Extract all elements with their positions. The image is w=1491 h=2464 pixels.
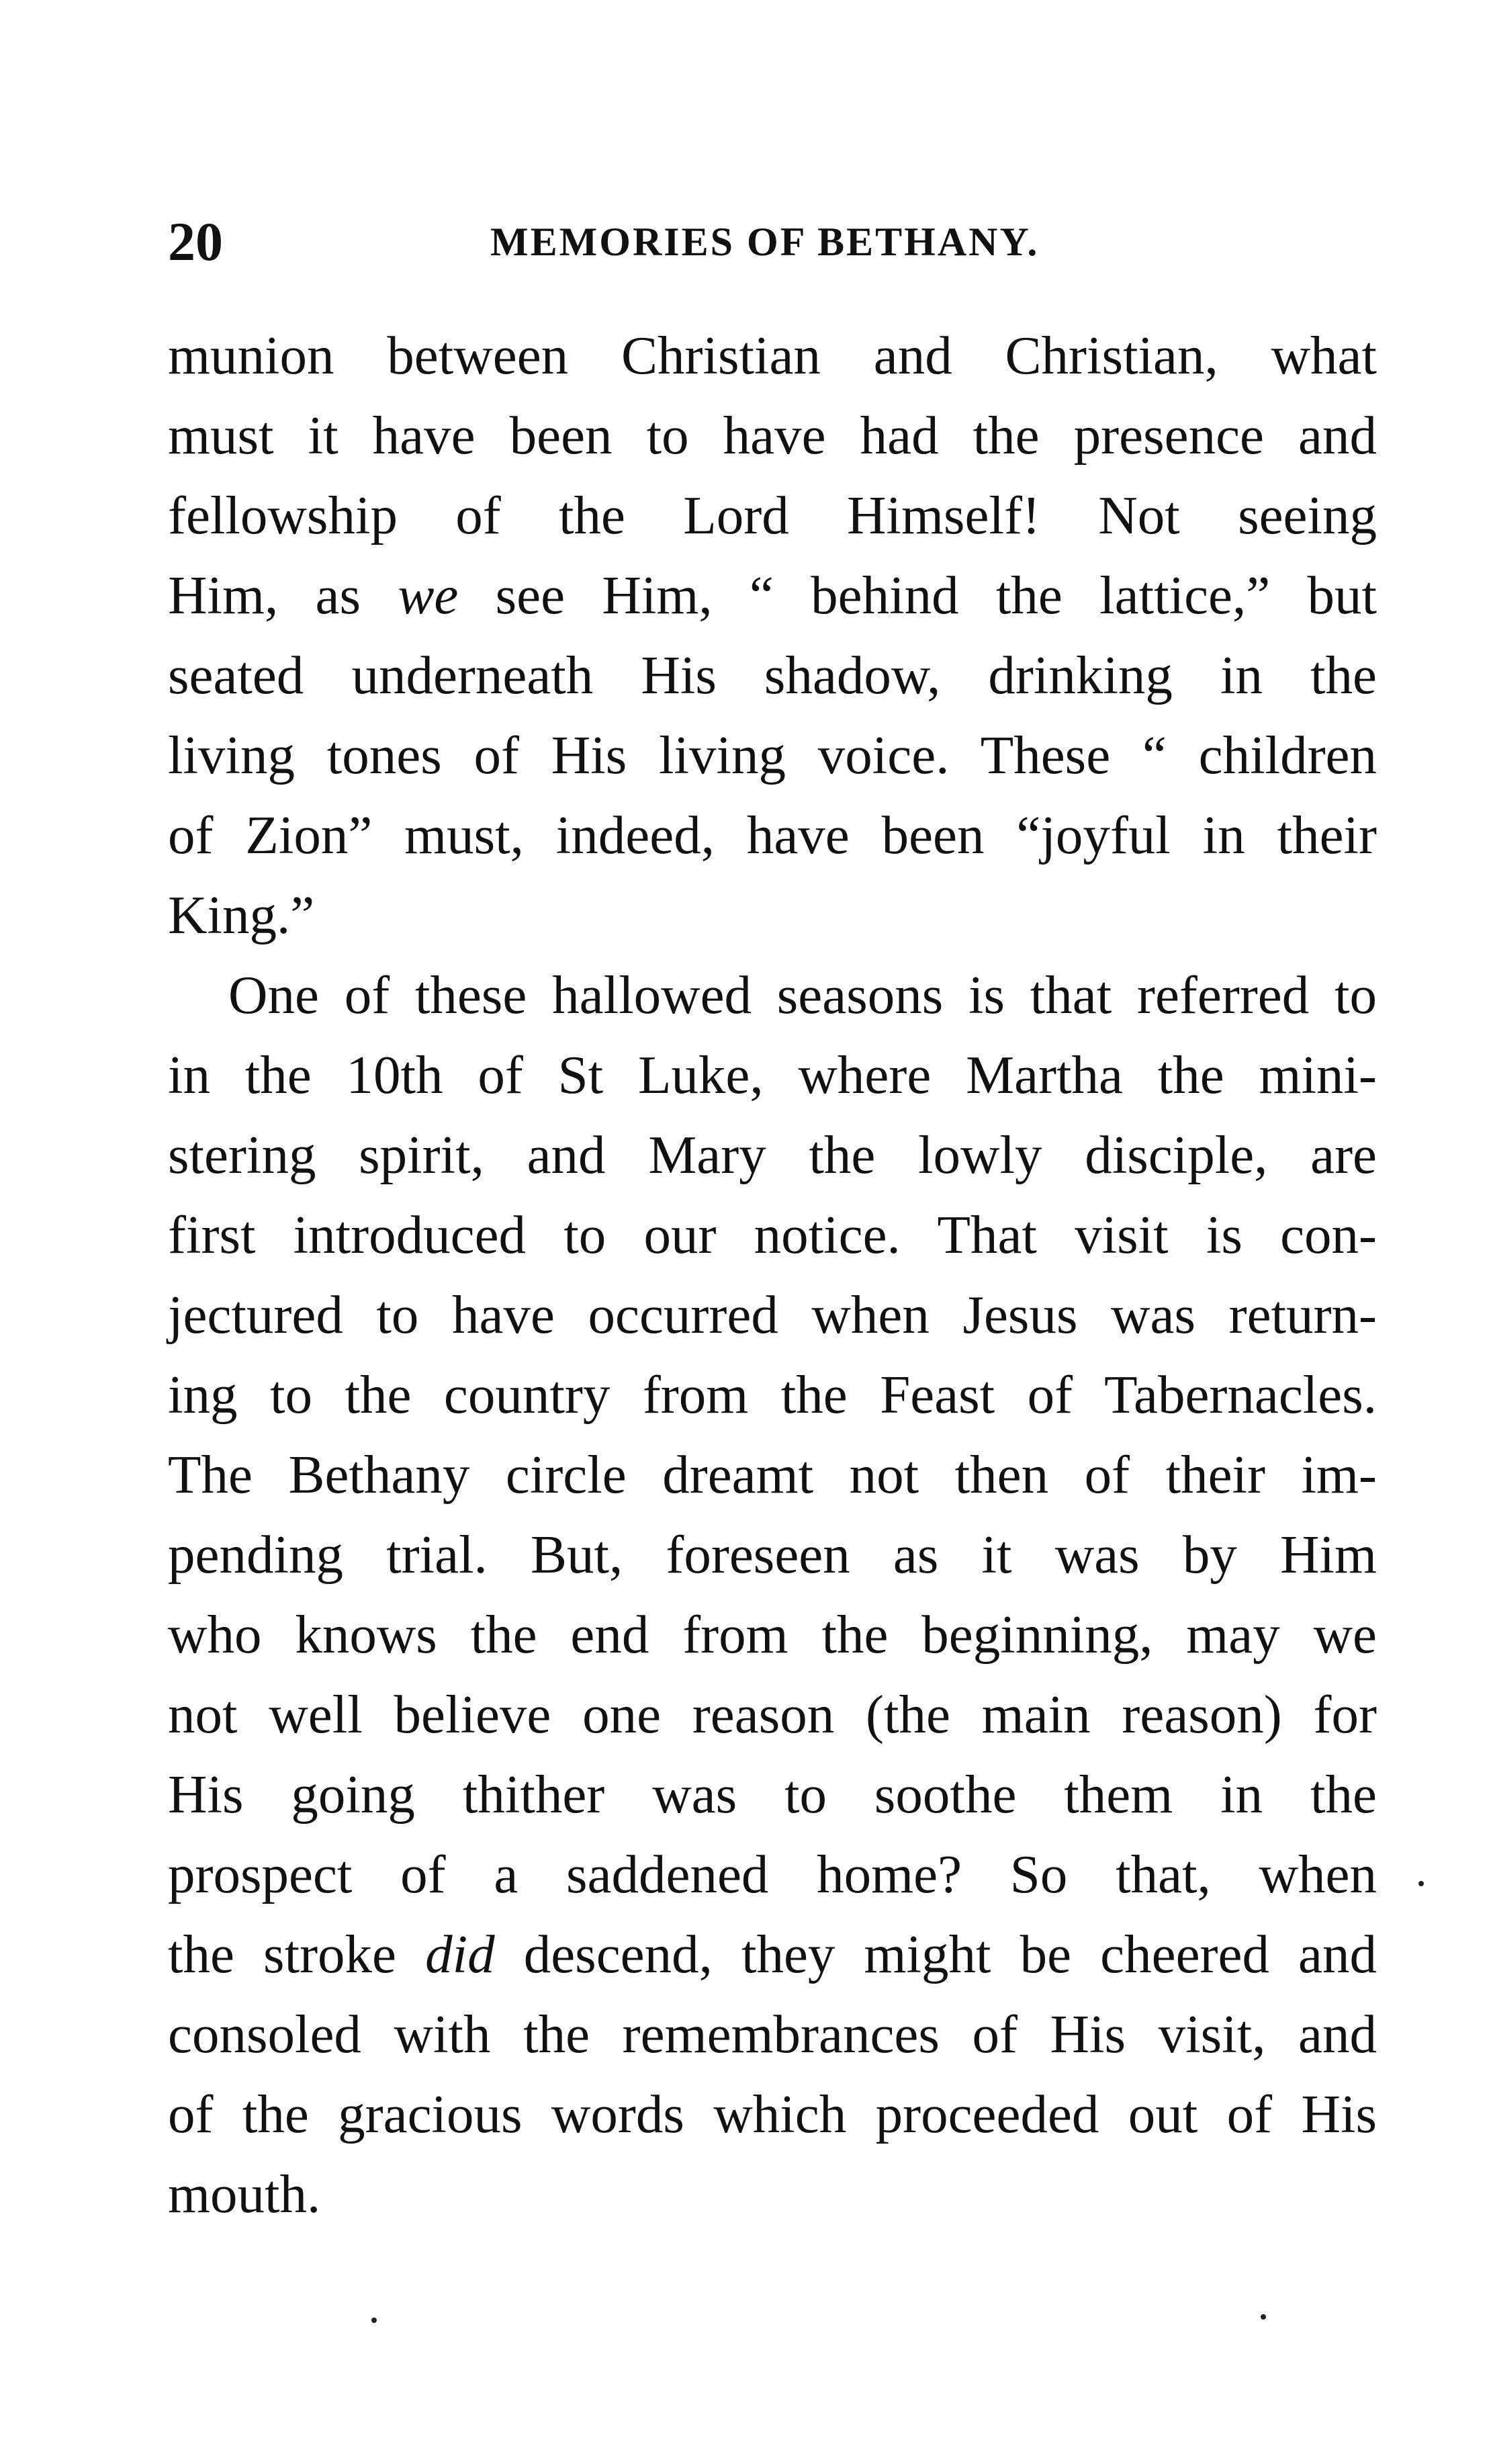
text-line: One of these hallowed seasons is that referred to bbox=[228, 965, 1377, 1025]
text-line: of Zion” must, indeed, have been “joyful in their bbox=[168, 805, 1377, 865]
text-line: living tones of His living voice. These “ children bbox=[168, 725, 1377, 785]
text-segment: descend, they might be cheered and bbox=[494, 1924, 1377, 1984]
text-segment: the stroke bbox=[168, 1924, 426, 1984]
text-line: mouth. bbox=[168, 2164, 321, 2224]
print-speck bbox=[371, 2318, 377, 2323]
text-line: jectured to have occurred when Jesus was return- bbox=[168, 1284, 1377, 1345]
text-line: consoled with the remembrances of His visit, and bbox=[168, 2004, 1377, 2064]
paragraph-1 bbox=[168, 316, 1377, 955]
body-text bbox=[168, 316, 1377, 2234]
text-line: prospect of a saddened home? So that, when bbox=[168, 1844, 1377, 1904]
text-line bbox=[168, 1915, 1377, 1994]
print-speck bbox=[1261, 2314, 1266, 2320]
text-line: seated underneath His shadow, drinking in the bbox=[168, 645, 1377, 705]
emphasized-word: did bbox=[425, 1924, 495, 1984]
text-line: stering spirit, and Mary the lowly disciple, are bbox=[168, 1125, 1377, 1185]
text-line: pending trial. But, foreseen as it was by Him bbox=[168, 1524, 1377, 1585]
page-header bbox=[168, 202, 1377, 282]
text-line: who knows the end from the beginning, may we bbox=[168, 1604, 1377, 1665]
text-segment: Him, as bbox=[168, 565, 398, 625]
print-speck bbox=[1418, 1881, 1424, 1886]
emphasized-word: we bbox=[398, 565, 459, 625]
text-line: The Bethany circle dreamt not then of their im- bbox=[168, 1444, 1377, 1505]
text-line: must it have been to have had the presence and bbox=[168, 405, 1377, 466]
text-line: fellowship of the Lord Himself! Not seeing bbox=[168, 485, 1377, 545]
running-title: MEMORIES OF BETHANY. bbox=[490, 220, 1040, 264]
text-line: ing to the country from the Feast of Tabernacles. bbox=[168, 1364, 1377, 1425]
text-line: in the 10th of St Luke, where Martha the mini- bbox=[168, 1045, 1377, 1105]
text-line: first introduced to our notice. That visit is con- bbox=[168, 1204, 1377, 1265]
text-line: His going thither was to soothe them in the bbox=[168, 1764, 1377, 1824]
text-segment: see Him, “ behind the lattice,” but bbox=[458, 565, 1377, 625]
text-line: not well believe one reason (the main reason) for bbox=[168, 1684, 1377, 1745]
paragraph-2 bbox=[168, 955, 1377, 2234]
page-number: 20 bbox=[168, 211, 223, 272]
text-line: King.” bbox=[168, 885, 315, 945]
text-line bbox=[168, 556, 1377, 635]
text-line: of the gracious words which proceeded out of His bbox=[168, 2084, 1377, 2144]
text-line: munion between Christian and Christian, what bbox=[168, 325, 1377, 386]
